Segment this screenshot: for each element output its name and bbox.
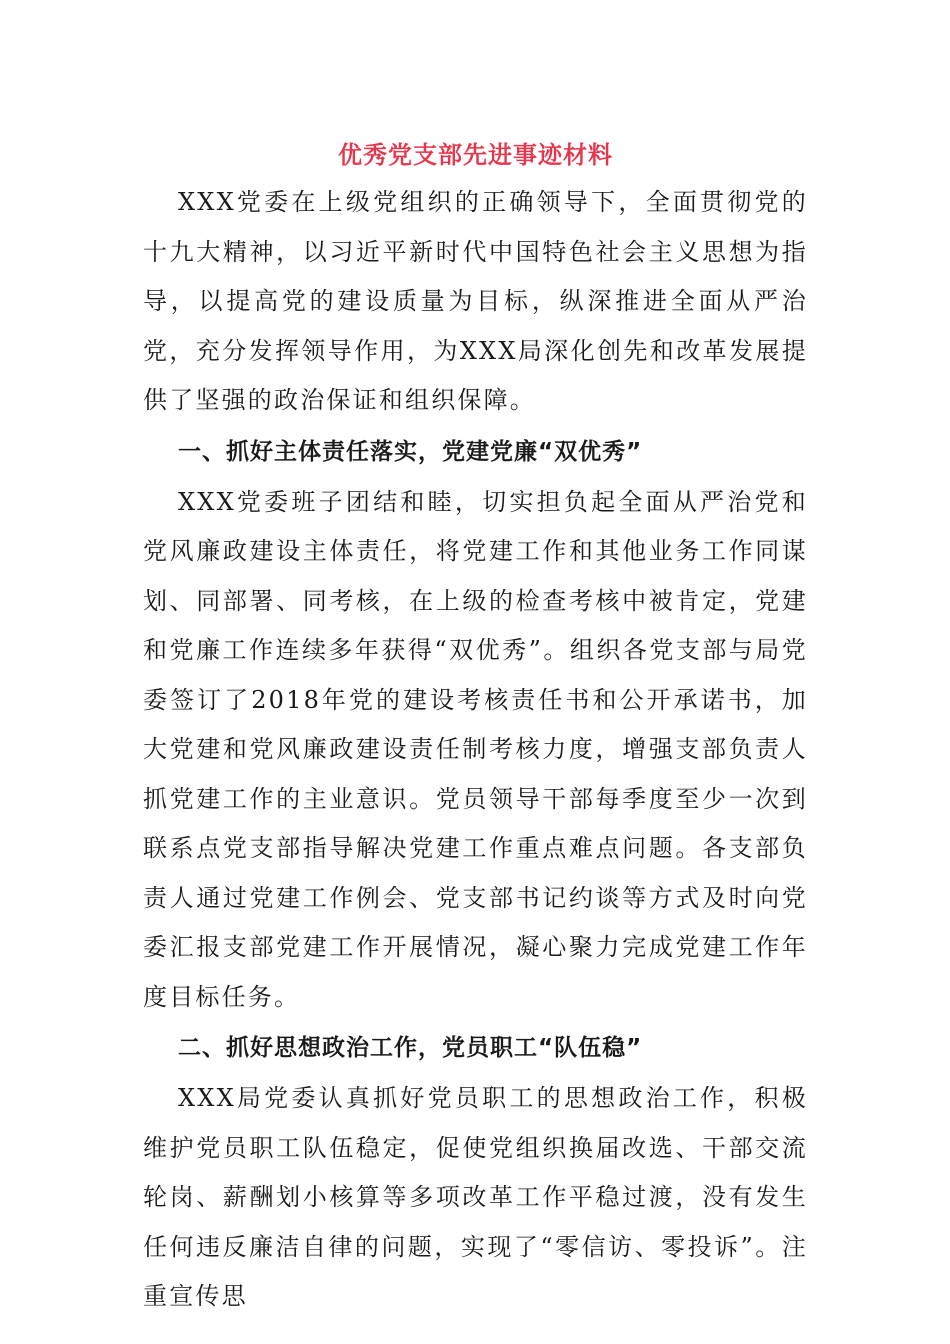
document-title: 优秀党支部先进事迹材料 <box>338 140 613 169</box>
document-page <box>143 132 808 1322</box>
intro-paragraph: XXX党委在上级党组织的正确领导下，全面贯彻党的十九大精神，以习近平新时代中国特色社会主义思想为指导，以提高党的建设质量为目标，纵深推进全面从严治党，充分发挥领导作用，为XXX局深化创先和改革发展提供了坚强的政治保证和组织保障。 <box>143 188 808 414</box>
section-1-heading: 一、抓好主体责任落实，党建党廉“双优秀” <box>178 438 643 465</box>
section-2-body: XXX局党委认真抓好党员职工的思想政治工作，积极维护党员职工队伍稳定，促使党组织换届改选、干部交流轮岗、薪酬划小核算等多项改革工作平稳过渡，没有发生任何违反廉洁自律的问题，实现了“零信访、零投诉”。注重宣传思 <box>143 1084 808 1310</box>
section-1-body: XXX党委班子团结和睦，切实担负起全面从严治党和党风廉政建设主体责任，将党建工作和其他业务工作同谋划、同部署、同考核，在上级的检查考核中被肯定，党建和党廉工作连续多年获得“双优秀”。组织各党支部与局党委签订了2018年党的建设考核责任书和公开承诺书，加大党建和党风廉政建设责任制考核力度，增强支部负责人抓党建工作的主业意识。党员领导干部每季度至少一次到联系点党支部指导解决党建工作重点难点问题。各支部负责人通过党建工作例会、党支部书记约谈等方式及时向党委汇报支部党建工作开展情况，凝心聚力完成党建工作年度目标任务。 <box>143 487 808 1011</box>
section-2-heading: 二、抓好思想政治工作，党员职工“队伍稳” <box>178 1035 643 1061</box>
